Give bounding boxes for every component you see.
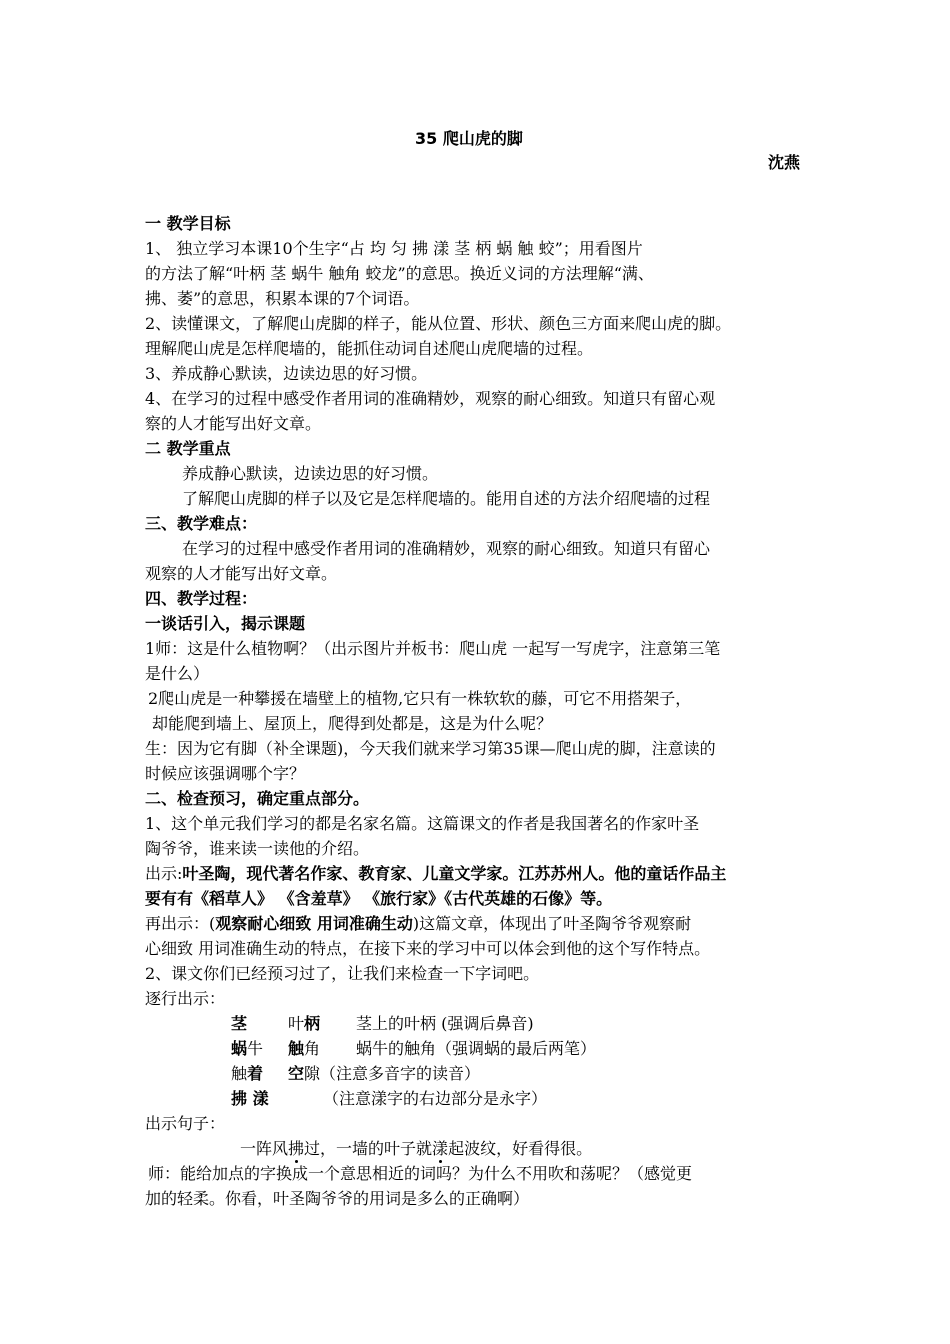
word-row-2-note: 蜗牛的触角（强调蜗的最后两笔）	[356, 1039, 597, 1058]
part-2-line-7: 2、课文你们已经预习过了，让我们来检查一下字词吧。	[145, 964, 540, 983]
part-2-line-9: 出示句子：	[145, 1114, 226, 1133]
word-antenna-part-2: 角	[304, 1039, 321, 1058]
author-intro-bold-2: 要有有《稻草人》 《含羞草》 《旅行家》《古代英雄的石像》等。	[145, 889, 613, 908]
word-antenna-part-1: 触	[288, 1039, 305, 1058]
word-brush-ripple: 拂 漾	[231, 1089, 269, 1108]
reshow-label: 再出示：(	[145, 914, 216, 933]
sentence-part-2: 过，一墙的叶子就	[304, 1139, 433, 1158]
dotted-char-2: 漾	[432, 1139, 449, 1158]
goal-4-line-1: 4、在学习的过程中感受作者用词的准确精妙，观察的耐心细致。知道只有留心观	[145, 389, 716, 408]
word-gap	[288, 1063, 480, 1085]
word-touch-part-1: 触	[231, 1064, 248, 1083]
part-1-line-6: 时候应该强调哪个字？	[145, 764, 306, 783]
word-gap-part-2: 隙（注意多音字的读音）	[304, 1064, 481, 1083]
part-1-line-2: 是什么）	[145, 664, 210, 683]
part-2-line-3	[145, 863, 825, 885]
feature-bold: 观察耐心细致 用词准确生动	[215, 914, 413, 933]
word-petiole	[288, 1013, 320, 1035]
section-heading-difficulties: 三、教学难点：	[145, 514, 258, 533]
word-petiole-part-2: 柄	[304, 1014, 321, 1033]
reshow-rest: )这篇文章，体现出了叶圣陶爷爷观察耐	[412, 914, 692, 933]
goal-2-line-2: 理解爬山虎是怎样爬墙的，能抓住动词自述爬山虎爬墙的过程。	[145, 339, 594, 358]
word-snail	[231, 1038, 263, 1060]
part-2-heading: 二、检查预习，确定重点部分。	[145, 789, 370, 808]
example-sentence	[240, 1138, 920, 1160]
sentence-part-3: 起波纹，好看得很。	[448, 1139, 593, 1158]
section-heading-process: 四、教学过程：	[145, 589, 258, 608]
part-1-line-1: 1师：这是什么植物啊？（出示图片并板书：爬山虎 一起写一写虎字，注意第三笔	[145, 639, 721, 658]
goal-1-line-1: 1、 独立学习本课10个生字“占 均 匀 拂 漾 茎 柄 蜗 触 蛟”；用看图片	[145, 239, 643, 258]
word-touch	[231, 1063, 263, 1085]
word-row-1-note: 茎上的叶柄 (强调后鼻音)	[356, 1014, 534, 1033]
goal-2-line-1: 2、读懂课文，了解爬山虎脚的样子，能从位置、形状、颜色三方面来爬山虎的脚。	[145, 314, 732, 333]
word-row-4-note: （注意漾字的右边部分是永字）	[323, 1089, 548, 1108]
part-2-line-1: 1、这个单元我们学习的都是名家名篇。这篇课文的作者是我国著名的作家叶圣	[145, 814, 700, 833]
section-heading-key-points: 二 教学重点	[145, 439, 231, 458]
author-name: 沈燕	[768, 153, 801, 172]
part-1-line-3: 2爬山虎是一种攀援在墙壁上的植物,它只有一株软软的藤，可它不用搭架子，	[148, 689, 692, 708]
goal-1-line-2: 的方法了解“叶柄 茎 蜗牛 触角 蛟龙”的意思。换近义词的方法理解“满、	[145, 264, 654, 283]
goal-4-line-2: 察的人才能写出好文章。	[145, 414, 322, 433]
part-2-line-2: 陶爷爷，谁来读一读他的介绍。	[145, 839, 370, 858]
key-point-1: 养成静心默读，边读边思的好习惯。	[182, 464, 439, 483]
word-petiole-part-1: 叶	[288, 1014, 305, 1033]
dotted-char-1: 拂	[288, 1139, 305, 1158]
show-label: 出示:	[145, 864, 183, 883]
part-2-line-11: 加的轻柔。你看，叶圣陶爷爷的用词是多么的正确啊）	[145, 1189, 530, 1208]
word-gap-part-1: 空	[288, 1064, 305, 1083]
word-antenna	[288, 1038, 320, 1060]
goal-3-line-1: 3、养成静心默读，边读边思的好习惯。	[145, 364, 428, 383]
goal-1-line-3: 拂、萎”的意思，积累本课的7个词语。	[145, 289, 420, 308]
difficulty-line-1: 在学习的过程中感受作者用词的准确精妙，观察的耐心细致。知道只有留心	[182, 539, 711, 558]
part-1-heading: 一谈话引入，揭示课题	[145, 614, 306, 633]
key-point-2: 了解爬山虎脚的样子以及它是怎样爬墙的。能用自述的方法介绍爬墙的过程	[182, 489, 711, 508]
word-snail-part-2: 牛	[247, 1039, 264, 1058]
word-snail-part-1: 蜗	[231, 1039, 248, 1058]
part-2-line-5	[145, 913, 825, 935]
lesson-title: 35 爬山虎的脚	[415, 129, 523, 148]
part-2-line-8: 逐行出示：	[145, 989, 226, 1008]
sentence-part-1: 一阵风	[240, 1139, 289, 1158]
difficulty-line-2: 观察的人才能写出好文章。	[145, 564, 338, 583]
author-intro-bold-1: 叶圣陶，现代著名作家、教育家、儿童文学家。江苏苏州人。他的童话作品主	[182, 864, 727, 883]
word-stem: 茎	[231, 1014, 248, 1033]
part-1-line-4: 却能爬到墙上、屋顶上，爬得到处都是，这是为什么呢？	[152, 714, 553, 733]
part-1-line-5: 生：因为它有脚（补全课题)，今天我们就来学习第35课—爬山虎的脚，注意读的	[145, 739, 716, 758]
part-2-line-10: 师：能给加点的字换成一个意思相近的词吗？为什么不用吹和荡呢？（感觉更	[148, 1164, 693, 1183]
part-2-line-6: 心细致 用词准确生动的特点，在接下来的学习中可以体会到他的这个写作特点。	[145, 939, 711, 958]
section-heading-goals: 一 教学目标	[145, 214, 231, 233]
word-touch-part-2: 着	[247, 1064, 264, 1083]
